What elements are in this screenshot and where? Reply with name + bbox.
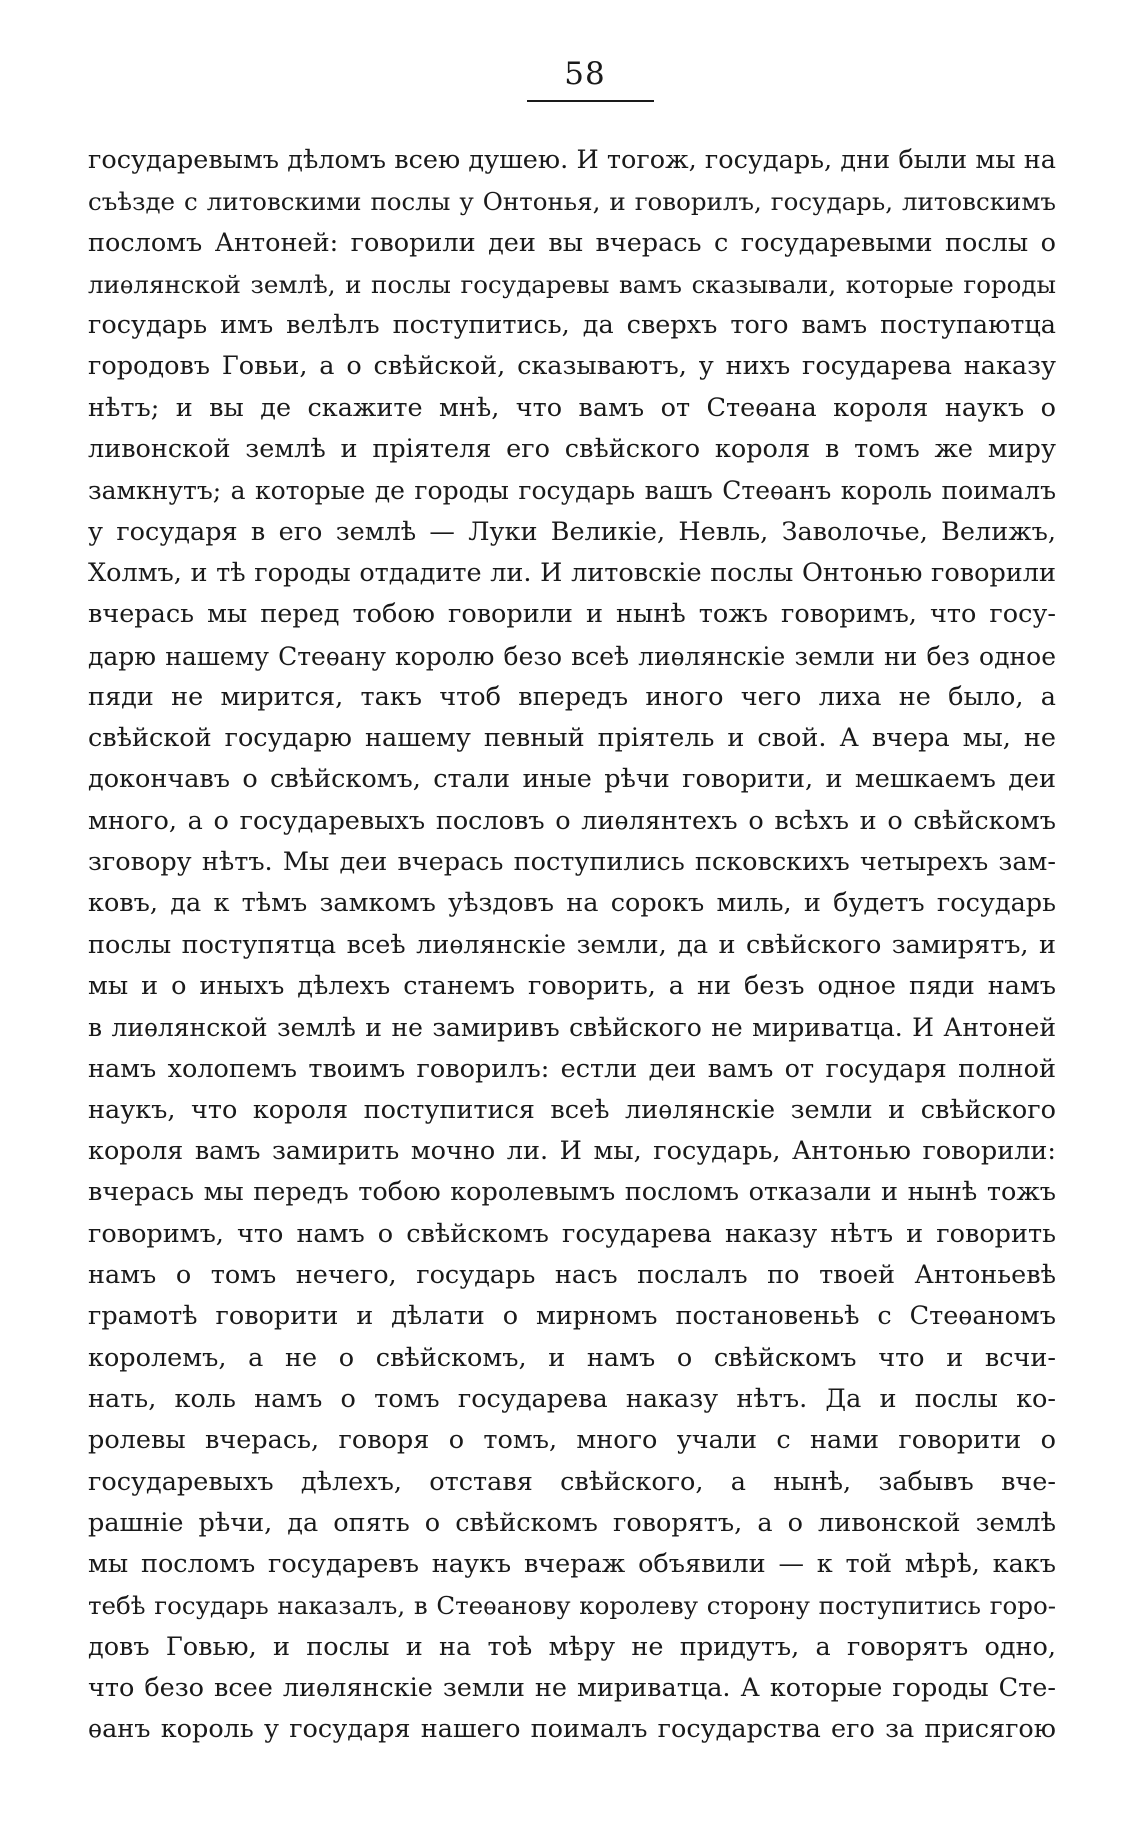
text-line: намъ холопемъ твоимъ говорилъ: естли деи вамъ от государя полной xyxy=(88,1053,1056,1084)
text-line: намъ о томъ нечего, государь насъ послалъ по твоей Антоньевѣ xyxy=(88,1260,1056,1291)
text-line: свѣйской государю нашему певный пріятель и свой. А вчера мы, не xyxy=(88,723,1056,754)
text-line: посломъ Антоней: говорили деи вы вчерась с государевыми послы о xyxy=(88,227,1056,258)
text-line: докончавъ о свѣйскомъ, стали иные рѣчи говорити, и мешкаемъ деи xyxy=(88,764,1056,795)
text-line: ковъ, да к тѣмъ замкомъ уѣздовъ на сорокъ миль, и будетъ государь xyxy=(88,888,1056,919)
text-line: у государя в его землѣ — Луки Великіе, Невль, Заволочье, Велижъ, xyxy=(88,516,1056,547)
text-line: вчерась мы передъ тобою королевымъ посломъ отказали и нынѣ тожъ xyxy=(88,1177,1056,1208)
text-line: что безо всее лиѳлянскіе земли не мириватца. А которые городы Сте- xyxy=(88,1672,1056,1703)
page-number: 58 xyxy=(564,56,606,92)
text-line: Холмъ, и тѣ городы отдадите ли. И литовскіе послы Онтонью говорили xyxy=(88,557,1056,588)
text-line: ѳанъ король у государя нашего поималъ государства его за присягою xyxy=(88,1714,1056,1745)
text-line: королемъ, а не о свѣйскомъ, и намъ о свѣйскомъ что и всчи- xyxy=(88,1342,1056,1373)
text-line: послы поступятца всеѣ лиѳлянскіе земли, да и свѣйского замирятъ, и xyxy=(88,929,1056,960)
text-line: государевыхъ дѣлехъ, отставя свѣйского, а нынѣ, забывъ вче- xyxy=(88,1466,1056,1497)
text-line: грамотѣ говорити и дѣлати о мирномъ постановеньѣ с Стеѳаномъ xyxy=(88,1301,1056,1332)
text-line: дарю нашему Стеѳану королю безо всеѣ лиѳлянскіе земли ни без одное xyxy=(88,641,1056,671)
text-line: городовъ Говьи, а о свѣйской, сказываютъ, у нихъ государева наказу xyxy=(88,351,1056,382)
body-text xyxy=(88,140,1056,1751)
text-line: наукъ, что короля поступитися всеѣ лиѳлянскіе земли и свѣйского xyxy=(88,1094,1056,1125)
text-line: довъ Говью, и послы и на тоѣ мѣру не придутъ, а говорятъ одно, xyxy=(88,1631,1056,1662)
text-line: ролевы вчерась, говоря о томъ, много учали с нами говорити о xyxy=(88,1425,1056,1456)
text-line: короля вамъ замирить мочно ли. И мы, государь, Антонью говорили: xyxy=(88,1136,1056,1167)
text-line: тебѣ государь наказалъ, в Стеѳанову королеву сторону поступитись горо- xyxy=(88,1591,1056,1621)
text-line: мы и о иныхъ дѣлехъ станемъ говорить, а ни безъ одное пяди намъ xyxy=(88,970,1056,1001)
text-line: много, а о государевыхъ пословъ о лиѳлянтехъ о всѣхъ и о свѣйскомъ xyxy=(88,805,1056,836)
text-line: государевымъ дѣломъ всею душею. И тогож, государь, дни были мы на xyxy=(88,145,1056,175)
text-line: мы посломъ государевъ наукъ вчераж объявили — к той мѣрѣ, какъ xyxy=(88,1549,1056,1580)
text-line: пяди не мирится, такъ чтоб впередъ иного чего лиха не было, а xyxy=(88,681,1056,712)
text-line: замкнутъ; а которые де городы государь вашъ Стеѳанъ король поималъ xyxy=(88,476,1056,506)
text-line: лиѳлянской землѣ, и послы государевы вамъ сказывали, которые городы xyxy=(88,269,1056,299)
text-line: съѣзде с литовскими послы у Онтонья, и говорилъ, государь, литовскимъ xyxy=(88,187,1056,217)
text-line: нѣтъ; и вы де скажите мнѣ, что вамъ от Стеѳана короля наукъ о xyxy=(88,392,1056,423)
text-line: зговору нѣтъ. Мы деи вчерась поступились псковскихъ четырехъ зам- xyxy=(88,847,1056,878)
text-line: вчерась мы перед тобою говорили и нынѣ тожъ говоримъ, что госу- xyxy=(88,599,1056,630)
text-line: в лиѳлянской землѣ и не замиривъ свѣйского не мириватца. И Антоней xyxy=(88,1013,1056,1043)
text-line: государь имъ велѣлъ поступитись, да сверхъ того вамъ поступаютца xyxy=(88,310,1056,341)
text-line: ливонской землѣ и пріятеля его свѣйского короля в томъ же миру xyxy=(88,434,1056,465)
text-line: рашніе рѣчи, да опять о свѣйскомъ говорятъ, а о ливонской землѣ xyxy=(88,1507,1056,1538)
text-line: говоримъ, что намъ о свѣйскомъ государева наказу нѣтъ и говорить xyxy=(88,1218,1056,1249)
text-line: нать, коль намъ о томъ государева наказу нѣтъ. Да и послы ко- xyxy=(88,1383,1056,1414)
page-number-rule xyxy=(527,100,654,102)
